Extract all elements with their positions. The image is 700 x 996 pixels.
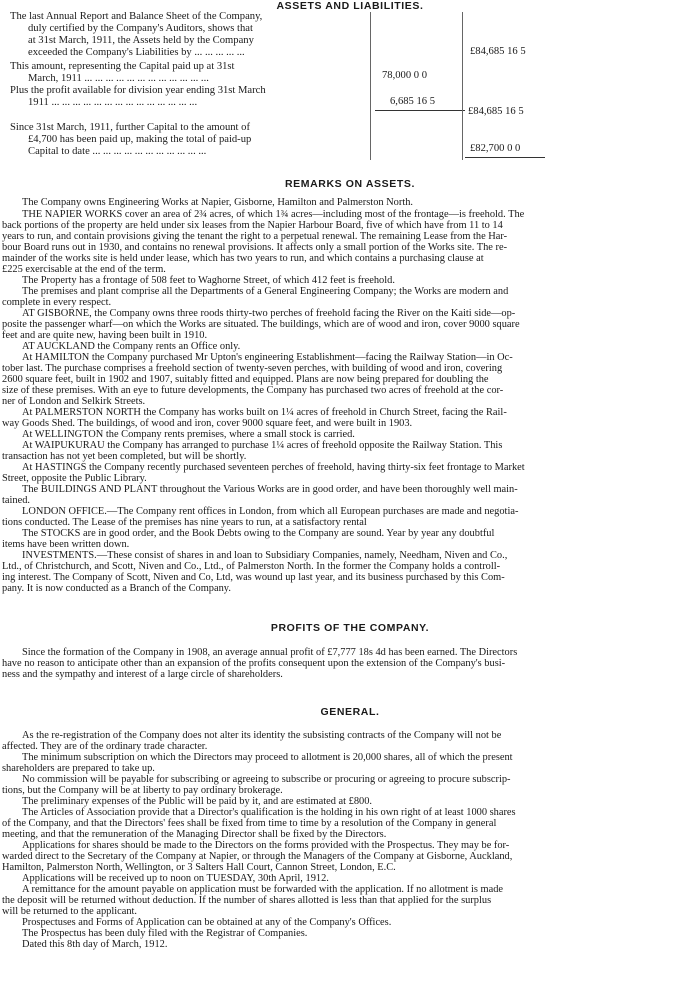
general-line: Applications for shares should be made to the Directors on the forms provided with the Prospectus. They may be for- (22, 840, 510, 851)
assets-line2-row1: This amount, representing the Capital paid up at 31st (10, 61, 235, 72)
assets-line1-row1: The last Annual Report and Balance Sheet of the Company, (10, 11, 263, 22)
remarks-line: LONDON OFFICE.—The Company rent offices in London, from which all European purchases are made and negotia- (22, 506, 519, 517)
total-rule (465, 157, 545, 158)
assets-line3-row2: 1911 ... ... ... ... ... ... ... ... ... ... ... ... ... ... (28, 97, 198, 108)
assets-line1-row2: duly certified by the Company's Auditors, shows that (28, 23, 253, 34)
general-line: warded direct to the Secretary of the Company at Napier, or through the Managers of the Company at Gisborne, Auckland, (2, 851, 513, 862)
remarks-line: tained. (2, 495, 30, 506)
remarks-line: 2600 square feet, built in 1902 and 1907, suitably fitted and equipped. Plans are now being prepared for doubling the (2, 374, 489, 385)
remarks-line: complete in every respect. (2, 297, 112, 308)
general-line: shareholders are prepared to take up. (2, 763, 155, 774)
general-line: tions, but the Company will be at liberty to pay ordinary brokerage. (2, 785, 283, 796)
profits-line: have no reason to anticipate other than an expansion of the profits consequent upon the extension of the Company's busi- (2, 658, 506, 669)
assets-line1-row4: exceeded the Company's Liabilities by ... ... ... ... ... (28, 47, 245, 58)
general-line: the deposit will be returned without deduction. If the number of shares allotted is less than that applied for the surplus (2, 895, 492, 906)
general-line: No commission will be payable for subscribing or agreeing to subscribe or procuring or agreeing to procure subscrip- (22, 774, 511, 785)
remarks-line: mainder of the works site is held under lease, which has two years to run, and which contains a purchasing clause at (2, 253, 484, 264)
profits-line: ness and the sympathy and interest of a large circle of shareholders. (2, 669, 283, 680)
general-line: The Articles of Association provide that a Director's qualification is the holding in his own right of at least 1000 shares (22, 807, 516, 818)
remarks-line: At WAIPUKURAU the Company has arranged to purchase 1¼ acres of freehold opposite the Railway Station. This (22, 440, 503, 451)
profits-line: Since the formation of the Company in 1908, an average annual profit of £7,777 18s 4d has been earned. The Directors (22, 647, 518, 658)
remarks-line: The Company owns Engineering Works at Napier, Gisborne, Hamilton and Palmerston North. (22, 197, 414, 208)
assets-line1-row3: at 31st March, 1911, the Assets held by the Company (28, 35, 254, 46)
general-line: affected. They are of the ordinary trade character. (2, 741, 208, 752)
remarks-line: items have been written down. (2, 539, 130, 550)
assets-line1-amount: £84,685 16 5 (470, 46, 526, 57)
assets-line4-row1: Since 31st March, 1911, further Capital to the amount of (10, 122, 250, 133)
remarks-line: years to run, and contain provisions giving the tenant the right to a perpetual renewal. The remaining Lease from the Har- (2, 231, 508, 242)
assets-heading: ASSETS AND LIABILITIES. (276, 0, 424, 12)
remarks-line: tions conducted. The Lease of the premises has nine years to run, at a satisfactory rental (2, 517, 367, 528)
column-divider-left (370, 12, 371, 160)
assets-line2-row2: March, 1911 ... ... ... ... ... ... ... ... ... ... ... ... (28, 73, 209, 84)
general-line: Applications will be received up to noon on TUESDAY, 30th April, 1912. (22, 873, 329, 884)
remarks-line: tober last. The purchase comprises a freehold section of twenty-seven perches, with building of wood and iron, covering (2, 363, 503, 374)
remarks-line: The premises and plant comprise all the Departments of a General Engineering Company; the Works are modern and (22, 286, 509, 297)
assets-line4-amount: £82,700 0 0 (470, 143, 521, 154)
general-line: Prospectuses and Forms of Application can be obtained at any of the Company's Offices. (22, 917, 392, 928)
remarks-line: The Property has a frontage of 508 feet to Waghorne Street, of which 412 feet is freehold. (22, 275, 395, 286)
assets-line3-total: £84,685 16 5 (468, 106, 524, 117)
remarks-line: At WELLINGTON the Company rents premises, where a small stock is carried. (22, 429, 355, 440)
general-line: A remittance for the amount payable on application must be forwarded with the application. If no allotment is made (22, 884, 503, 895)
remarks-line: THE NAPIER WORKS cover an area of 2¾ acres, of which 1¾ acres—including most of the frontage—is freehold. The (22, 209, 525, 220)
general-line: The minimum subscription on which the Directors may proceed to allotment is 20,000 shares, all of which the present (22, 752, 513, 763)
remarks-line: ing interest. The Company of Scott, Niven and Co, Ltd, was wound up last year, and its business purchased by this Com- (2, 572, 505, 583)
assets-line4-row3: Capital to date ... ... ... ... ... ... ... ... ... ... ... (28, 146, 207, 157)
remarks-line: At HAMILTON the Company purchased Mr Upton's engineering Establishment—facing the Railway Station—in Oc- (22, 352, 513, 363)
remarks-line: way Goods Shed. The buildings, of wood and iron, cover 9000 square feet, and were built in 1903. (2, 418, 413, 429)
remarks-line: size of these premises. With an eye to future developments, the Company has purchased two acres of freehold at the cor- (2, 385, 504, 396)
column-divider-right (462, 12, 463, 160)
remarks-line: INVESTMENTS.—These consist of shares in and loan to Subsidiary Companies, namely, Needham, Niven and Co., (22, 550, 508, 561)
remarks-line: feet and are quite new, having been built in 1910. (2, 330, 208, 341)
general-line: Dated this 8th day of March, 1912. (22, 939, 168, 950)
assets-line3-amount: 6,685 16 5 (390, 96, 436, 107)
general-line: As the re-registration of the Company does not alter its identity the subsisting contracts of the Company will not be (22, 730, 502, 741)
general-heading: GENERAL. (320, 706, 380, 718)
remarks-line: ner of London and Selkirk Streets. (2, 396, 146, 407)
assets-line4-row2: £4,700 has been paid up, making the total of paid-up (28, 134, 252, 145)
remarks-line: posite the passenger wharf—on which the Works are situated. The buildings, which are of wood and iron, cover 9000 square (2, 319, 520, 330)
remarks-line: The BUILDINGS AND PLANT throughout the Various Works are in good order, and have been thoroughly well main- (22, 484, 518, 495)
general-line: The Prospectus has been duly filed with the Registrar of Companies. (22, 928, 308, 939)
remarks-line: Street, opposite the Public Library. (2, 473, 147, 484)
general-line: meeting, and that the remuneration of the Managing Director shall be fixed by the Directors. (2, 829, 387, 840)
remarks-line: back portions of the property are held under six leases from the Napier Harbour Board, five of which have from 11 to 14 (2, 220, 503, 231)
remarks-line: AT AUCKLAND the Company rents an Office only. (22, 341, 241, 352)
remarks-line: bour Board runs out in 1930, and contains no renewal provisions. It affects only a small portion of the Works site. The re- (2, 242, 508, 253)
remarks-line: At HASTINGS the Company recently purchased seventeen perches of freehold, having thirty-six feet frontage to Market (22, 462, 525, 473)
remarks-line: At PALMERSTON NORTH the Company has works built on 1¼ acres of freehold in Church Street, facing the Rail- (22, 407, 507, 418)
assets-line2-amount: 78,000 0 0 (382, 70, 428, 81)
general-line: Hamilton, Palmerston North, Wellington, or 3 Salters Hall Court, Cannon Street, London, E.C. (2, 862, 396, 873)
remarks-heading: REMARKS ON ASSETS. (284, 178, 415, 190)
subtotal-rule (375, 110, 465, 111)
general-line: The preliminary expenses of the Public will be paid by it, and are estimated at £800. (22, 796, 373, 807)
general-line: will be returned to the applicant. (2, 906, 138, 917)
profits-heading: PROFITS OF THE COMPANY. (270, 622, 430, 634)
remarks-line: Ltd., of Christchurch, and Scott, Niven and Co., Ltd., of Palmerston North. In the former the Company holds a controll- (2, 561, 501, 572)
remarks-line: AT GISBORNE, the Company owns three roods thirty-two perches of freehold facing the River on the Kaiti side—op- (22, 308, 516, 319)
remarks-line: pany. It is now conducted as a Branch of the Company. (2, 583, 231, 594)
general-line: of the Company, and that the Directors' fees shall be fixed from time to time by a resolution of the Company in general (2, 818, 497, 829)
remarks-line: £225 exercisable at the end of the term. (2, 264, 166, 275)
remarks-line: The STOCKS are in good order, and the Book Debts owing to the Company are sound. Year by year any doubtful (22, 528, 495, 539)
assets-line3-row1: Plus the profit available for division year ending 31st March (10, 85, 266, 96)
remarks-line: transaction has not yet been completed, but will be shortly. (2, 451, 247, 462)
